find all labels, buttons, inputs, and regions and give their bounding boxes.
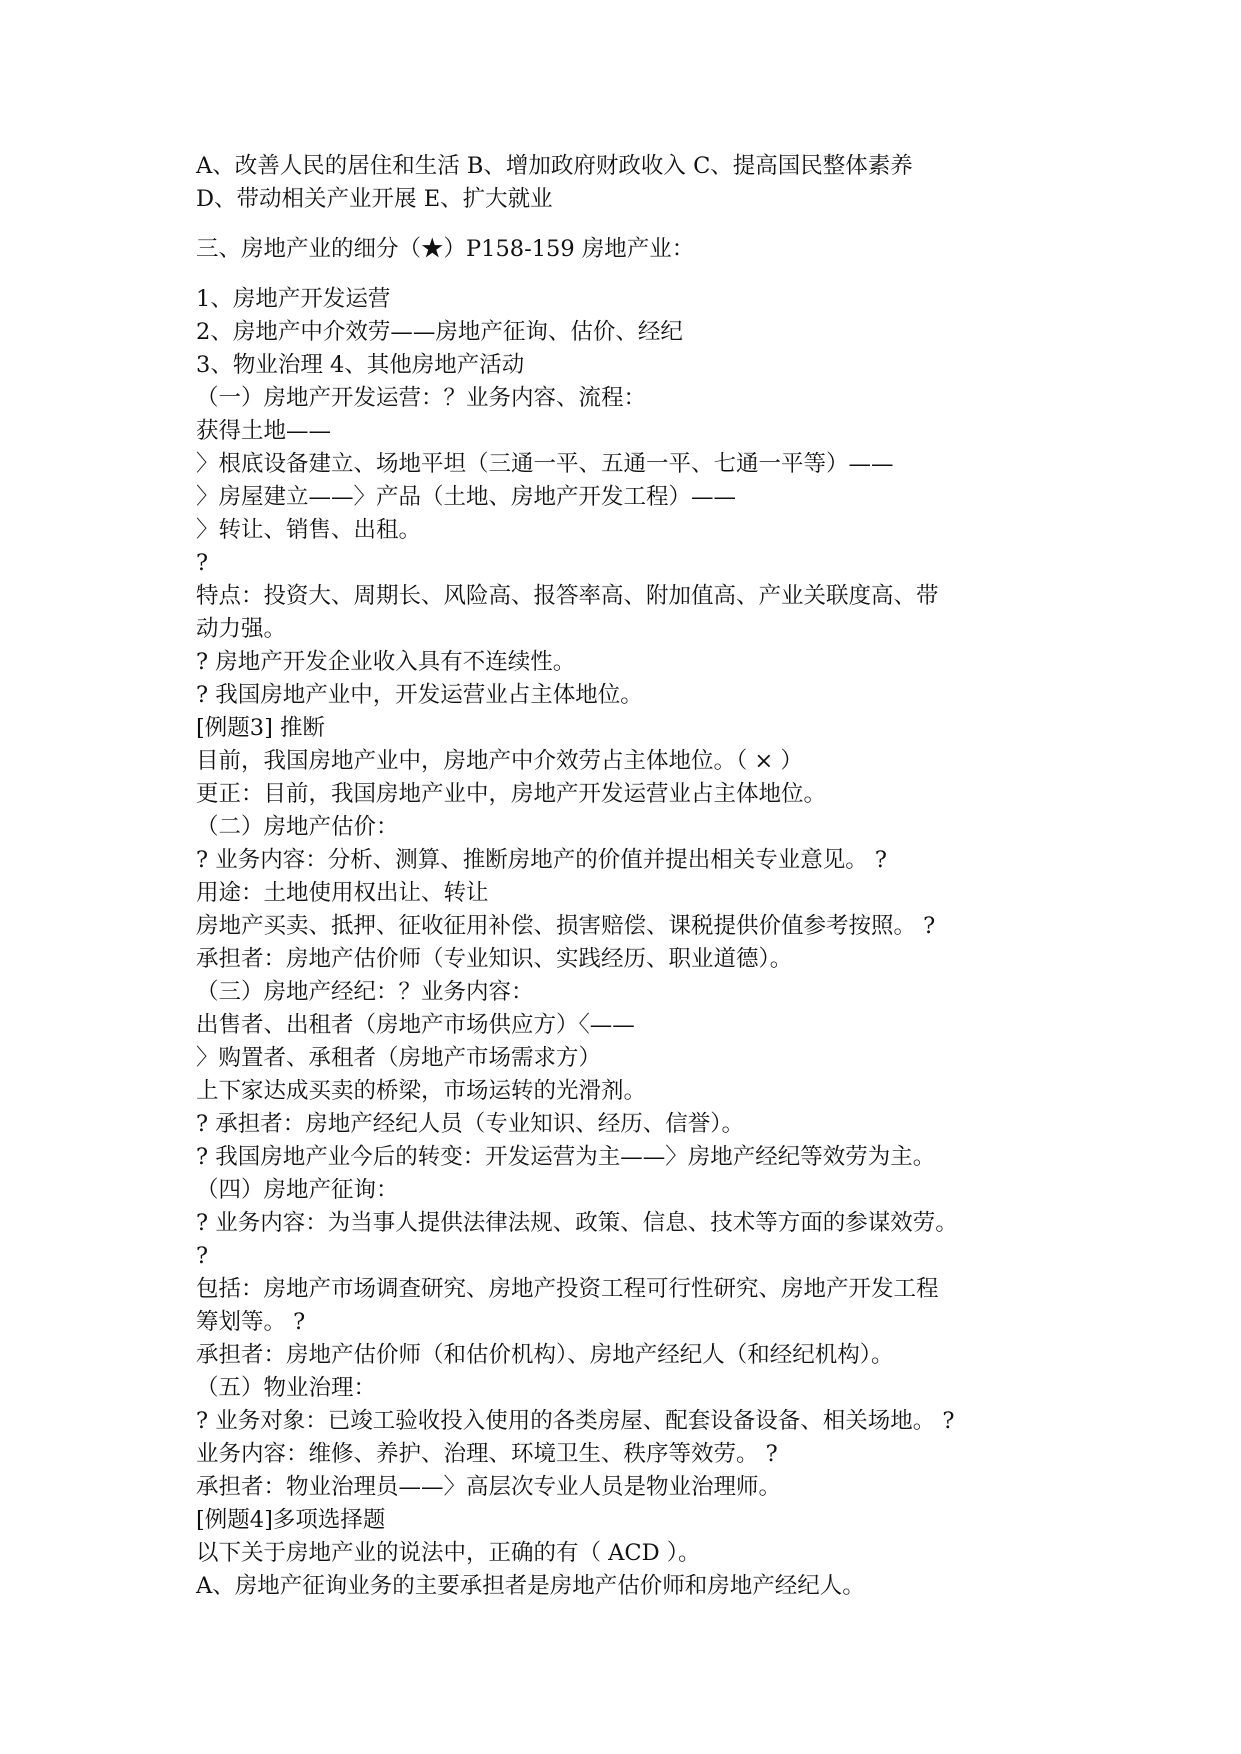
subsection-heading: （三）房地产经纪：？业务内容： [196, 979, 534, 1005]
list-item: 1、房地产开发运营 [196, 286, 391, 312]
text-line: 〉转让、销售、出租。 [196, 517, 422, 543]
text-line: 包括：房地产市场调查研究、房地产投资工程可行性研究、房地产开发工程 [196, 1276, 939, 1302]
text-line: 〉根底设备建立、场地平坦（三通一平、五通一平、七通一平等）—— [196, 451, 894, 477]
text-line: 上下家达成买卖的桥梁，市场运转的光滑剂。 [196, 1078, 647, 1104]
text-line: 筹划等。 ? [196, 1309, 306, 1335]
text-line: ? 业务对象：已竣工验收投入使用的各类房屋、配套设备设备、相关场地。 ? [196, 1408, 955, 1434]
text-line: ? 我国房地产业今后的转变：开发运营为主——〉房地产经纪等效劳为主。 [196, 1144, 936, 1170]
text-line: 〉购置者、承租者（房地产市场需求方） [196, 1045, 602, 1071]
question-line: 以下关于房地产业的说法中，正确的有（ ACD ）。 [196, 1540, 701, 1566]
subsection-heading: （一）房地产开发运营：？业务内容、流程： [196, 385, 647, 411]
subsection-heading: （二）房地产估价： [196, 814, 399, 840]
text-line: ? 房地产开发企业收入具有不连续性。 [196, 649, 576, 675]
subsection-heading: （五）物业治理： [196, 1375, 377, 1401]
option-line: D、带动相关产业开展 E、扩大就业 [196, 186, 553, 212]
section-heading: 三、房地产业的细分（★）P158-159 房地产业： [196, 236, 695, 262]
text-line: 用途：土地使用权出让、转让 [196, 880, 489, 906]
text-line: ? 承担者：房地产经纪人员（专业知识、经历、信誉）。 [196, 1111, 744, 1137]
text-line: ? 我国房地产业中，开发运营业占主体地位。 [196, 682, 643, 708]
text-line: ? [196, 550, 209, 576]
text-line: ? 业务内容：为当事人提供法律法规、政策、信息、技术等方面的参谋效劳。 [196, 1210, 958, 1236]
text-line: 目前，我国房地产业中，房地产中介效劳占主体地位。（ × ） [196, 748, 803, 774]
subsection-heading: （四）房地产征询： [196, 1177, 399, 1203]
document-body [196, 150, 1156, 1603]
text-line: ? [196, 1243, 209, 1269]
text-line: 特点：投资大、周期长、风险高、报答率高、附加值高、产业关联度高、带 [196, 583, 939, 609]
option-line: A、改善人民的居住和生活 B、增加政府财政收入 C、提高国民整体素养 [196, 153, 913, 179]
text-line: 〉房屋建立——〉产品（土地、房地产开发工程）—— [196, 484, 737, 510]
list-item: 3、物业治理 4、其他房地产活动 [196, 352, 525, 378]
example-heading: [例题3] 推断 [196, 715, 326, 741]
text-line: 业务内容：维修、养护、治理、环境卫生、秩序等效劳。 ? [196, 1441, 778, 1467]
text-line: 房地产买卖、抵押、征收征用补偿、损害赔偿、课税提供价值参考按照。 ? [196, 913, 936, 939]
list-item: 2、房地产中介效劳——房地产征询、估价、经纪 [196, 319, 683, 345]
text-line: 出售者、出租者（房地产市场供应方）〈—— [196, 1012, 635, 1038]
text-line: 获得土地—— [196, 418, 332, 444]
option-line: A、房地产征询业务的主要承担者是房地产估价师和房地产经纪人。 [196, 1573, 865, 1599]
text-line: 动力强。 [196, 616, 287, 642]
text-line: 承担者：物业治理员——〉高层次专业人员是物业治理师。 [196, 1474, 782, 1500]
text-line: 承担者：房地产估价师（专业知识、实践经历、职业道德）。 [196, 946, 793, 972]
text-line: ? 业务内容：分析、测算、推断房地产的价值并提出相关专业意见。 ? [196, 847, 887, 873]
text-line: 更正：目前，我国房地产业中，房地产开发运营业占主体地位。 [196, 781, 827, 807]
text-line: 承担者：房地产估价师（和估价机构）、房地产经纪人（和经纪机构）。 [196, 1342, 894, 1368]
example-heading: [例题4]多项选择题 [196, 1507, 386, 1533]
